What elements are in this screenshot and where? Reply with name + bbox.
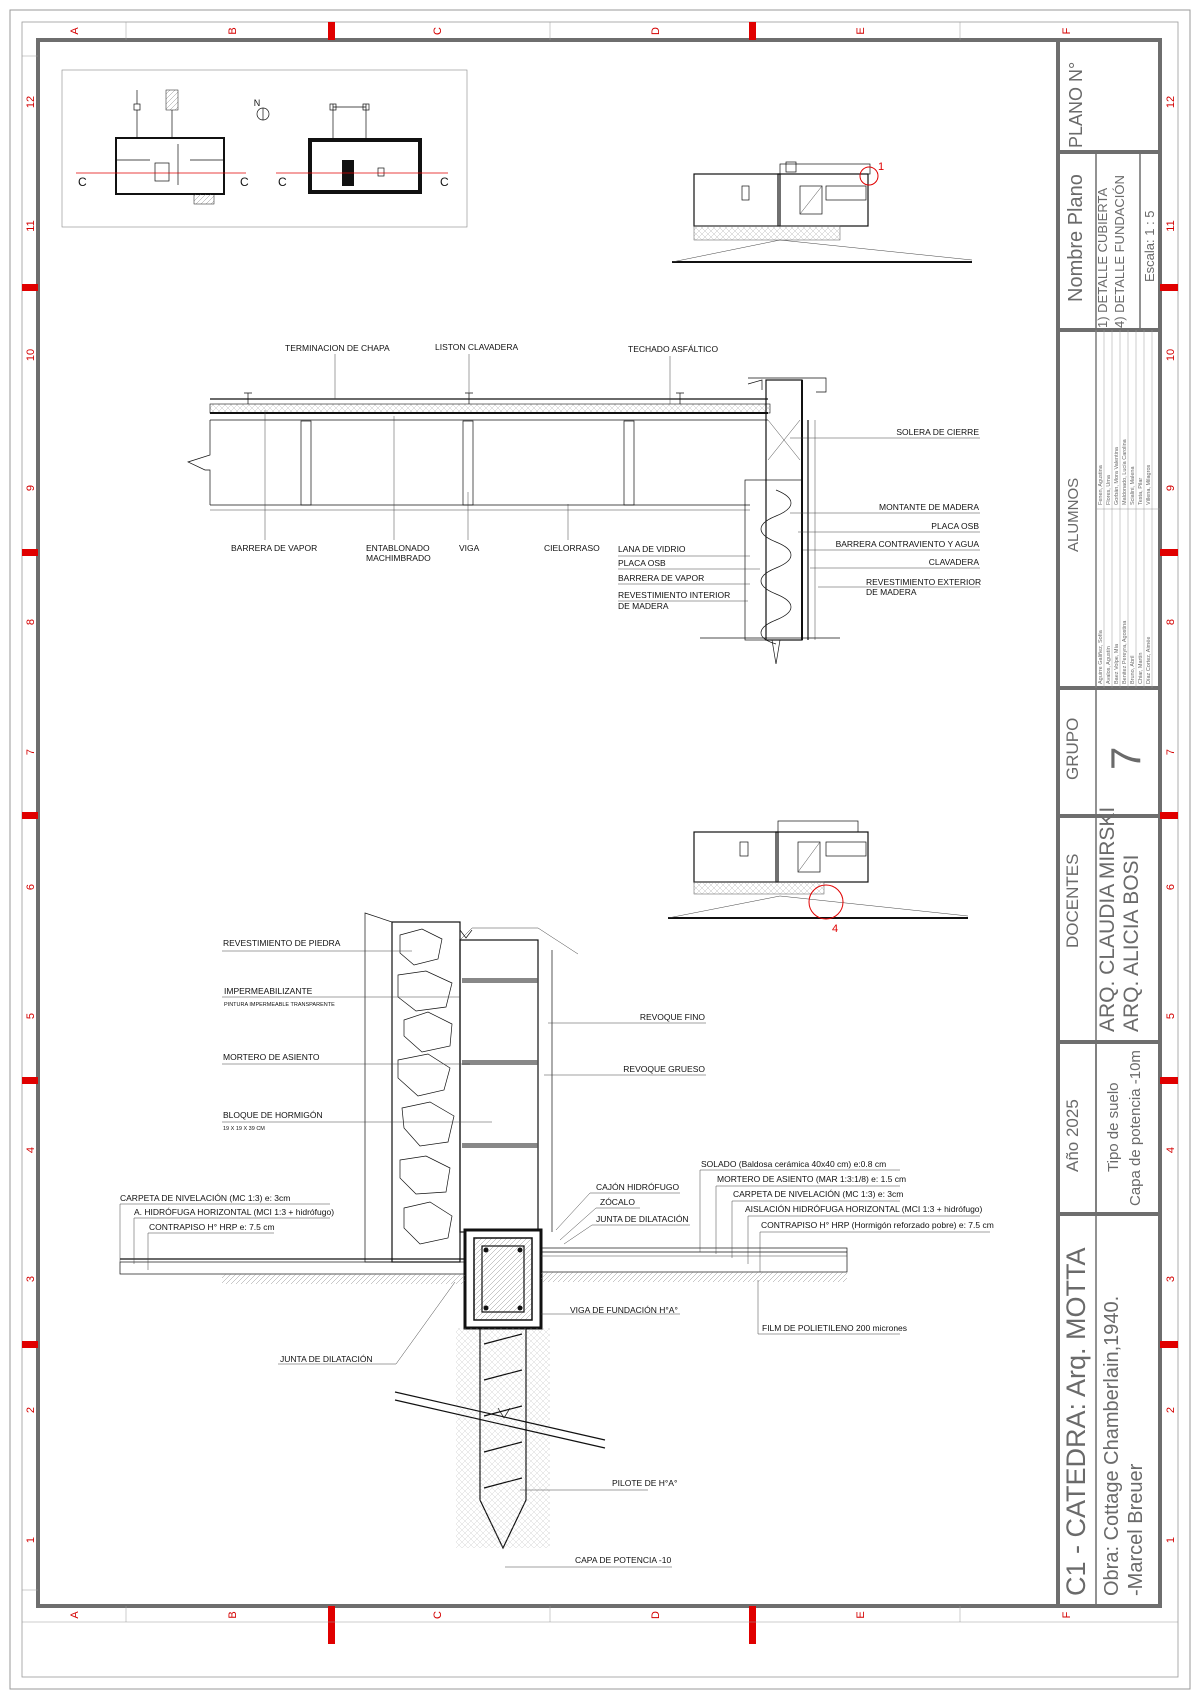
key-plan [62, 70, 467, 227]
plano-no-heading: PLANO N° [1066, 61, 1086, 148]
sheet-border [10, 10, 1190, 1689]
label-zocalo: ZÓCALO [600, 1197, 635, 1207]
docentes-heading: DOCENTES [1063, 853, 1082, 948]
grid-col-d-bottom: D [650, 1611, 662, 1619]
label-montante-madera: MONTANTE DE MADERA [879, 502, 979, 512]
grid-row-6-right: 6 [1165, 883, 1177, 891]
grid-col-c-bottom: C [432, 1611, 444, 1619]
label-barrera-contraviento: BARRERA CONTRAVIENTO Y AGUA [835, 539, 979, 549]
label-revestimiento-exterior: REVESTIMIENTO EXTERIOR [866, 577, 982, 587]
grupo-number: 7 [1102, 746, 1149, 770]
grid-row-2: 2 [25, 1406, 37, 1414]
grid-row-4: 4 [25, 1146, 37, 1154]
label-cielorraso: CIELORRASO [544, 543, 600, 553]
label-terminacion-chapa: TERMINACION DE CHAPA [285, 343, 390, 353]
grid-col-a-bottom: A [69, 1611, 81, 1619]
grid-col-e: E [855, 27, 867, 35]
label-techado-asfaltico: TECHADO ASFÁLTICO [628, 344, 719, 354]
grid-row-labels-right [1165, 96, 1177, 1543]
cut-label-c2: C [240, 175, 249, 189]
grid-row-12-right: 12 [1165, 95, 1177, 109]
label-de-madera-int: DE MADERA [618, 601, 669, 611]
north-label: N [253, 98, 261, 108]
label-mortero-asiento-wall: MORTERO DE ASIENTO [223, 1052, 320, 1062]
grid-row-2-right: 2 [1165, 1406, 1177, 1414]
grid-row-1: 1 [25, 1536, 37, 1544]
grid-row-7: 7 [25, 748, 37, 756]
student-name: Testa, Pilar [1138, 477, 1144, 505]
grid-row-5-right: 5 [1165, 1012, 1177, 1020]
grid-col-b: B [227, 27, 239, 35]
grid-row-6: 6 [25, 883, 37, 891]
label-pilote: PILOTE DE H°A° [612, 1478, 678, 1488]
label-carpeta-left: CARPETA DE NIVELACIÓN (MC 1:3) e: 3cm [120, 1193, 291, 1203]
grid-row-8: 8 [25, 618, 37, 626]
grid-col-labels-top [69, 27, 1073, 35]
label-revestimiento-piedra: REVESTIMIENTO DE PIEDRA [223, 938, 341, 948]
label-solado: SOLADO (Baldosa cerámica 40x40 cm) e:0.8 cm [701, 1159, 887, 1169]
grid-col-f-bottom: F [1061, 1611, 1073, 1619]
grupo-heading: GRUPO [1063, 717, 1082, 780]
grid-col-b-bottom: B [227, 1611, 239, 1619]
cut-label-c1: C [78, 175, 87, 189]
label-bloque-sub: 19 X 19 X 39 CM [223, 1126, 265, 1132]
grid-row-9: 9 [25, 484, 37, 492]
student-name: Benitez Pereyra, Agostina [1122, 620, 1128, 684]
grid-row-4-right: 4 [1165, 1146, 1177, 1154]
grid-row-3-right: 3 [1165, 1275, 1177, 1283]
label-junta-dilatacion-2: JUNTA DE DILATACIÓN [280, 1354, 373, 1364]
docente-2: ARQ. ALICIA BOSI [1120, 854, 1143, 1032]
label-capa-potencia: CAPA DE POTENCIA -10 [575, 1555, 672, 1565]
grid-row-7-right: 7 [1165, 748, 1177, 756]
detail-4: 4) DETALLE FUNDACIÓN [1112, 175, 1127, 328]
docente-1: ARQ. CLAUDIA MIRSKI [1096, 806, 1119, 1032]
label-aislacion-hidrofuga: AISLACIÓN HIDRÓFUGA HORIZONTAL (MCI 1:3 + hidrófugo) [745, 1204, 983, 1214]
label-film-polietileno: FILM DE POLIETILENO 200 micrones [762, 1323, 908, 1333]
student-name: Chiar, Martín [1138, 652, 1144, 684]
elevation-roof-callout [672, 161, 972, 262]
grid-row-labels-left [25, 96, 37, 1543]
grid-col-labels-bottom [69, 1611, 1073, 1619]
label-junta-dilatacion: JUNTA DE DILATACIÓN [596, 1214, 689, 1224]
capa-potencia-tb: Capa de potencia -10m [1127, 1050, 1144, 1206]
grid-col-f: F [1061, 27, 1073, 35]
label-solera-cierre: SOLERA DE CIERRE [896, 427, 979, 437]
grid-col-d: D [650, 27, 662, 35]
label-liston-clavadera: LISTON CLAVADERA [435, 342, 519, 352]
label-carpeta-right: CARPETA DE NIVELACIÓN (MC 1:3) e: 3cm [733, 1189, 904, 1199]
grid-col-a: A [69, 27, 81, 35]
obra-author: -Marcel Breuer [1125, 1463, 1147, 1596]
foundation-detail [120, 913, 994, 1567]
student-name: Gorbán, Mora Valentina [1114, 447, 1120, 505]
grid-row-10-right: 10 [1165, 348, 1177, 362]
grid-col-e-bottom: E [855, 1611, 867, 1619]
grid-row-3: 3 [25, 1275, 37, 1283]
grid-row-5: 5 [25, 1012, 37, 1020]
label-impermeabilizante-sub: PINTURA IMPERMEABLE TRANSPARENTE [224, 1002, 335, 1008]
label-entablonado: ENTABLONADO [366, 543, 430, 553]
grid-row-9-right: 9 [1165, 484, 1177, 492]
label-placa-osb-left: PLACA OSB [618, 558, 666, 568]
label-placa-osb-right: PLACA OSB [931, 521, 979, 531]
label-hidrofuga-left: A. HIDRÓFUGA HORIZONTAL (MCI 1:3 + hidrófugo) [134, 1207, 335, 1217]
alumnos-heading: ALUMNOS [1065, 477, 1082, 552]
detail-1: 1) DETALLE CUBIERTA [1095, 187, 1110, 328]
callout-4: 4 [832, 923, 839, 935]
student-name: Baez Volpe, Mía [1114, 643, 1120, 684]
grid-col-c: C [432, 27, 444, 35]
label-contrapiso-left: CONTRAPISO H° HRP e: 7.5 cm [149, 1222, 275, 1232]
label-machimbrado: MACHIMBRADO [366, 553, 431, 563]
grid-row-11-right: 11 [1165, 220, 1177, 232]
label-viga-fundacion: VIGA DE FUNDACIÓN H°A° [570, 1305, 678, 1315]
elevation-foundation-callout [668, 821, 968, 935]
student-name: Fenen, Agustina [1098, 465, 1104, 505]
label-revoque-grueso: REVOQUE GRUESO [623, 1064, 705, 1074]
student-name: Aguirre Galiñez, Sofía [1098, 630, 1104, 684]
student-name: Scialini, Malena [1130, 466, 1136, 505]
escala: Escala: 1 : 5 [1142, 210, 1157, 282]
nombre-plano-heading: Nombre Plano [1065, 174, 1087, 302]
label-revestimiento-interior: REVESTIMIENTO INTERIOR [618, 590, 731, 600]
grid-row-11: 11 [25, 220, 37, 232]
callout-1: 1 [878, 161, 885, 173]
student-name: Díaz Cortez, Aimée [1146, 636, 1152, 684]
label-mortero-asiento-floor: MORTERO DE ASIENTO (MAR 1:3:1/8) e: 1.5 cm [717, 1174, 907, 1184]
title-block [1058, 62, 1160, 1606]
label-contrapiso-right: CONTRAPISO H° HRP (Hormigón reforzado pobre) e: 7.5 cm [761, 1220, 994, 1230]
student-name: Bruno, Abril [1130, 655, 1136, 684]
grid-row-10: 10 [25, 348, 37, 362]
student-name: Flores, Uma [1106, 475, 1112, 505]
grid-marks [22, 22, 1178, 1644]
label-revoque-fino: REVOQUE FINO [639, 1012, 705, 1022]
label-impermeabilizante: IMPERMEABILIZANTE [224, 986, 313, 996]
grid-row-1-right: 1 [1165, 1536, 1177, 1544]
label-bloque-hormigon: BLOQUE DE HORMIGÓN [223, 1110, 323, 1120]
obra-title: Obra: Cottage Chamberlain,1940. [1101, 1295, 1123, 1596]
student-name: Avalos, Agustín [1106, 646, 1112, 684]
label-barrera-vapor-wall: BARRERA DE VAPOR [618, 573, 705, 583]
label-clavadera: CLAVADERA [928, 557, 979, 567]
cut-label-c3: C [278, 175, 287, 189]
student-name: Villena, Milagros [1146, 464, 1152, 505]
label-cajon-hidrofugo: CAJÓN HIDRÓFUGO [596, 1182, 680, 1192]
catedra-title: C1 - CATEDRA: Arq. MOTTA [1061, 1247, 1091, 1596]
grid-row-12: 12 [25, 95, 37, 109]
label-viga: VIGA [459, 543, 480, 553]
grid-row-8-right: 8 [1165, 618, 1177, 626]
grid-ticks [22, 22, 1178, 1622]
anio: Año 2025 [1063, 1099, 1082, 1172]
label-lana-vidrio: LANA DE VIDRIO [618, 544, 686, 554]
label-de-madera-ext: DE MADERA [866, 587, 917, 597]
cut-label-c4: C [440, 175, 449, 189]
roof-detail [188, 342, 981, 664]
student-name: Maldonado, Lucía Carolina [1122, 439, 1128, 505]
label-barrera-vapor: BARRERA DE VAPOR [231, 543, 318, 553]
tipo-suelo: Tipo de suelo [1105, 1082, 1122, 1172]
